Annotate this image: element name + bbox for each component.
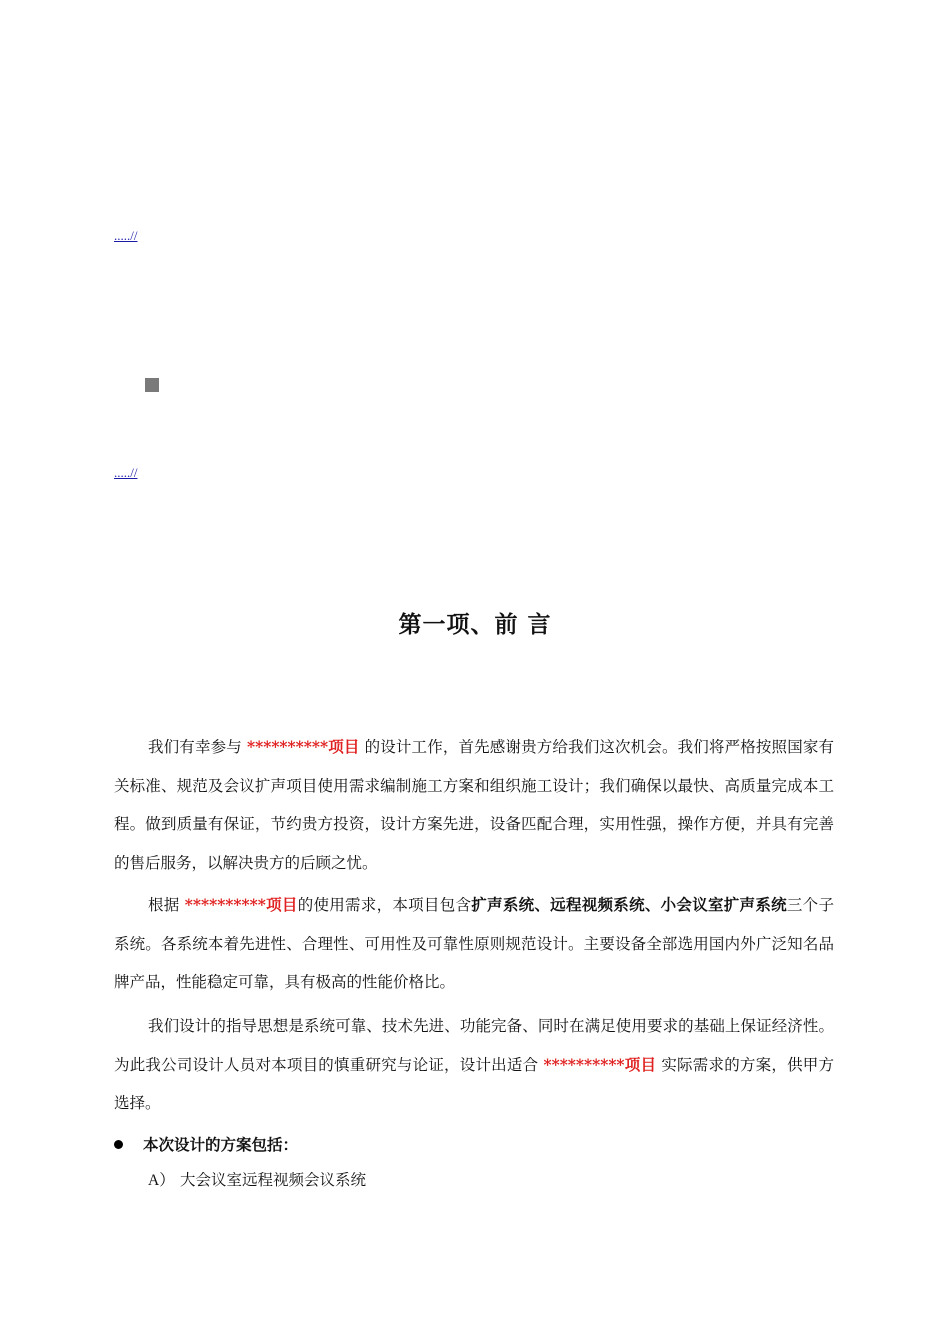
placeholder-square-icon <box>145 378 159 392</box>
text: 三个子系统。各系统本着先进性、合理性、可用性及可靠性原则规范设计。主要设备全部选用国内外广泛知名品牌产品，性能稳定可靠，具有极高的性能价格比。 <box>114 896 834 991</box>
bullet-item <box>114 1131 298 1159</box>
project-placeholder: **********项目 <box>543 1054 657 1074</box>
text: 实际需求的方案，供甲方选择。 <box>114 1055 835 1112</box>
project-placeholder: **********项目 <box>247 737 360 756</box>
design-paragraph <box>114 1007 834 1123</box>
scope-paragraph <box>114 886 834 1002</box>
text: 我们设计的指导思想是系统可靠、技术先进、功能完备、同时在满足使用要求的基础上保证经济性。为此我公司设计人员对本项目的慎重研究与论证，设计出适合 <box>114 1017 834 1074</box>
list-item-text: 大会议室远程视频会议系统 <box>180 1171 367 1189</box>
bullet-text: 本次设计的方案包括： <box>143 1135 299 1154</box>
project-placeholder: **********项目 <box>184 895 298 914</box>
text: 我们有幸参与 <box>148 738 247 756</box>
text: 根据 <box>148 896 185 914</box>
list-item <box>148 1166 366 1195</box>
subsystems-text: 扩声系统、远程视频系统、小会议室扩声系统 <box>471 895 787 914</box>
header-link[interactable]: .....// <box>114 465 138 480</box>
section-title: 第一项、前 言 <box>398 611 552 638</box>
list-item-label: A） <box>148 1172 175 1189</box>
intro-paragraph <box>114 728 834 882</box>
header-link[interactable]: .....// <box>114 228 138 243</box>
text: 的设计工作，首先感谢贵方给我们这次机会。我们将严格按照国家有关标准、规范及会议扩声项目使用需求编制施工方案和组织施工设计；我们确保以最快、高质量完成本工程。做到质量有保证，节约贵方投资，设计方案先进，设备匹配合理，实用性强，操作方便，并具有完善的售后服务，以解决贵方的后顾之忧。 <box>114 738 834 872</box>
text: 的使用需求，本项目包含 <box>297 896 472 914</box>
bullet-icon <box>114 1140 123 1149</box>
